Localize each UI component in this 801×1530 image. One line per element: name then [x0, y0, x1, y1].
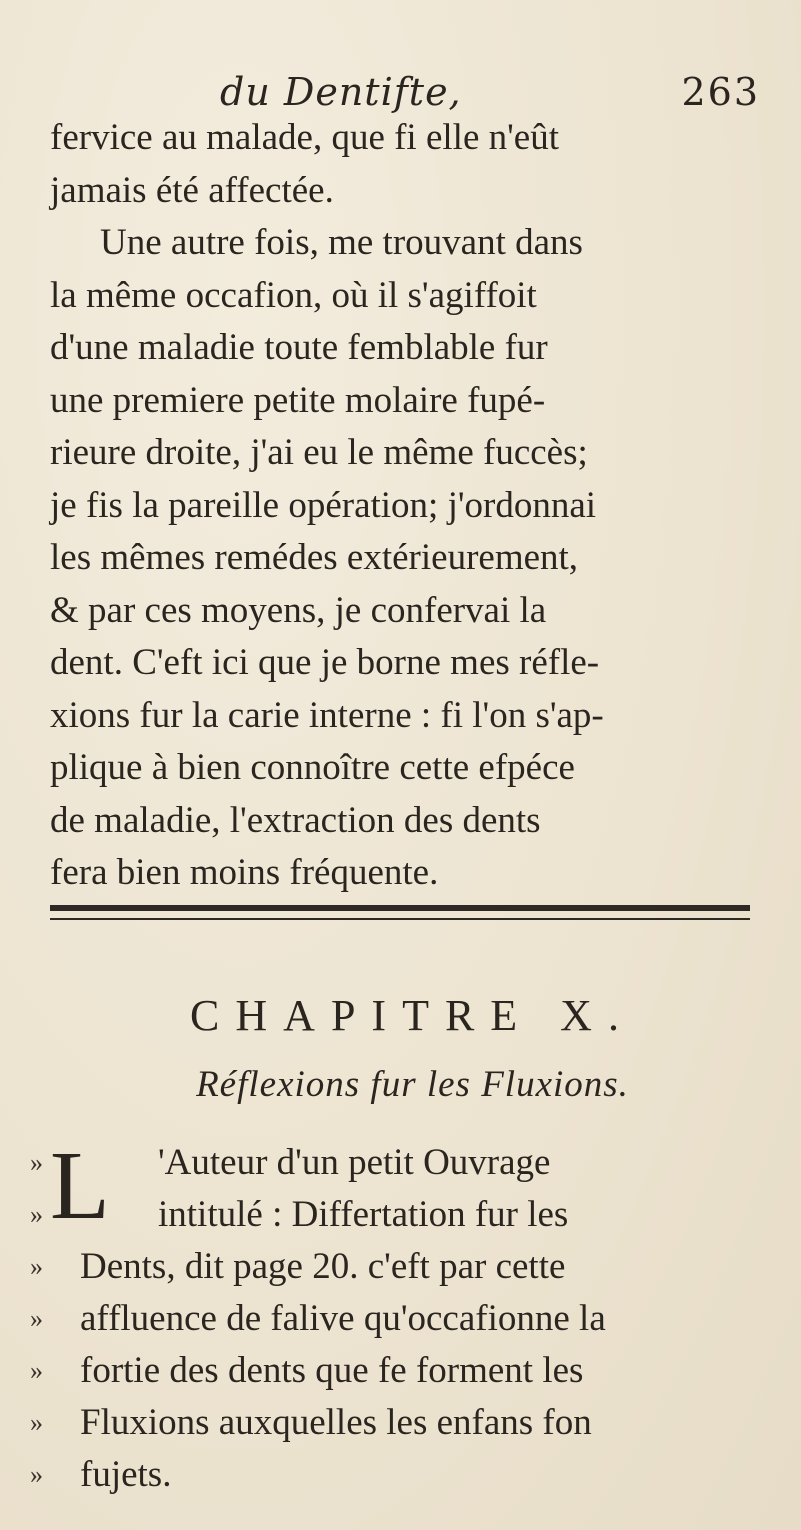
- quote-text: Fluxions auxquelles les enfans fon: [80, 1402, 592, 1443]
- paragraph-line: & par ces moyens, je confervai la: [50, 589, 547, 631]
- chapter-heading: CHAPITRE X.: [190, 991, 635, 1040]
- paragraph-line: plique à bien connoître cette efpéce: [50, 747, 575, 788]
- quote-mark: »: [30, 1252, 43, 1281]
- chapter-divider-thin: [50, 918, 750, 920]
- quote-line: [30, 1189, 775, 1241]
- paragraph-line: la même occafion, où il s'agiffoit: [50, 274, 537, 316]
- quote-mark: »: [30, 1460, 43, 1489]
- quote-line: [30, 1397, 775, 1449]
- quotation-block: [30, 1132, 775, 1501]
- quote-text: 'Auteur d'un petit Ouvrage: [158, 1142, 551, 1183]
- quote-line: [30, 1241, 775, 1293]
- paragraph-line: jamais été affectée.: [50, 169, 334, 211]
- quote-text: affluence de falive qu'occafionne la: [80, 1298, 606, 1339]
- quote-mark: »: [30, 1148, 43, 1177]
- paragraph-line: rieure droite, j'ai eu le même fuccès;: [50, 432, 588, 473]
- drop-cap: L: [50, 1132, 110, 1240]
- quote-text: fortie des dents que fe forment les: [80, 1350, 584, 1391]
- quote-mark: »: [30, 1200, 43, 1229]
- paragraph-line: fervice au malade, que fi elle n'eût: [50, 117, 559, 158]
- quote-text: fujets.: [80, 1454, 172, 1495]
- page-number: 263: [681, 70, 760, 114]
- quote-line: [30, 1137, 775, 1189]
- paragraph-line: de maladie, l'extraction des dents: [50, 799, 541, 841]
- body-text: [50, 112, 775, 900]
- paragraph-line: les mêmes remédes extérieurement,: [50, 537, 579, 578]
- quote-line: [30, 1293, 775, 1345]
- chapter-divider-thick: [50, 905, 750, 911]
- paragraph-line: xions fur la carie interne : fi l'on s'ap-: [50, 694, 604, 736]
- running-title: du Dentifte,: [220, 70, 462, 114]
- quote-line: [30, 1345, 775, 1397]
- quote-mark: »: [30, 1408, 43, 1437]
- quote-text: intitulé : Differtation fur les: [158, 1194, 569, 1235]
- quote-mark: »: [30, 1304, 43, 1333]
- quote-mark: »: [30, 1356, 43, 1385]
- paragraph-line: je fis la pareille opération; j'ordonnai: [50, 484, 597, 526]
- paragraph-line: dent. C'eft ici que je borne mes réfle-: [50, 642, 600, 683]
- paragraph-line: d'une maladie toute femblable fur: [50, 327, 548, 368]
- paragraph-line: une premiere petite molaire fupé-: [50, 379, 546, 421]
- quote-text: Dents, dit page 20. c'eft par cette: [80, 1246, 566, 1287]
- paragraph-line: fera bien moins fréquente.: [50, 852, 439, 893]
- quote-line: [30, 1449, 775, 1501]
- chapter-subtitle: Réflexions fur les Fluxions.: [196, 1064, 629, 1105]
- paragraph-line: Une autre fois, me trouvant dans: [100, 222, 583, 263]
